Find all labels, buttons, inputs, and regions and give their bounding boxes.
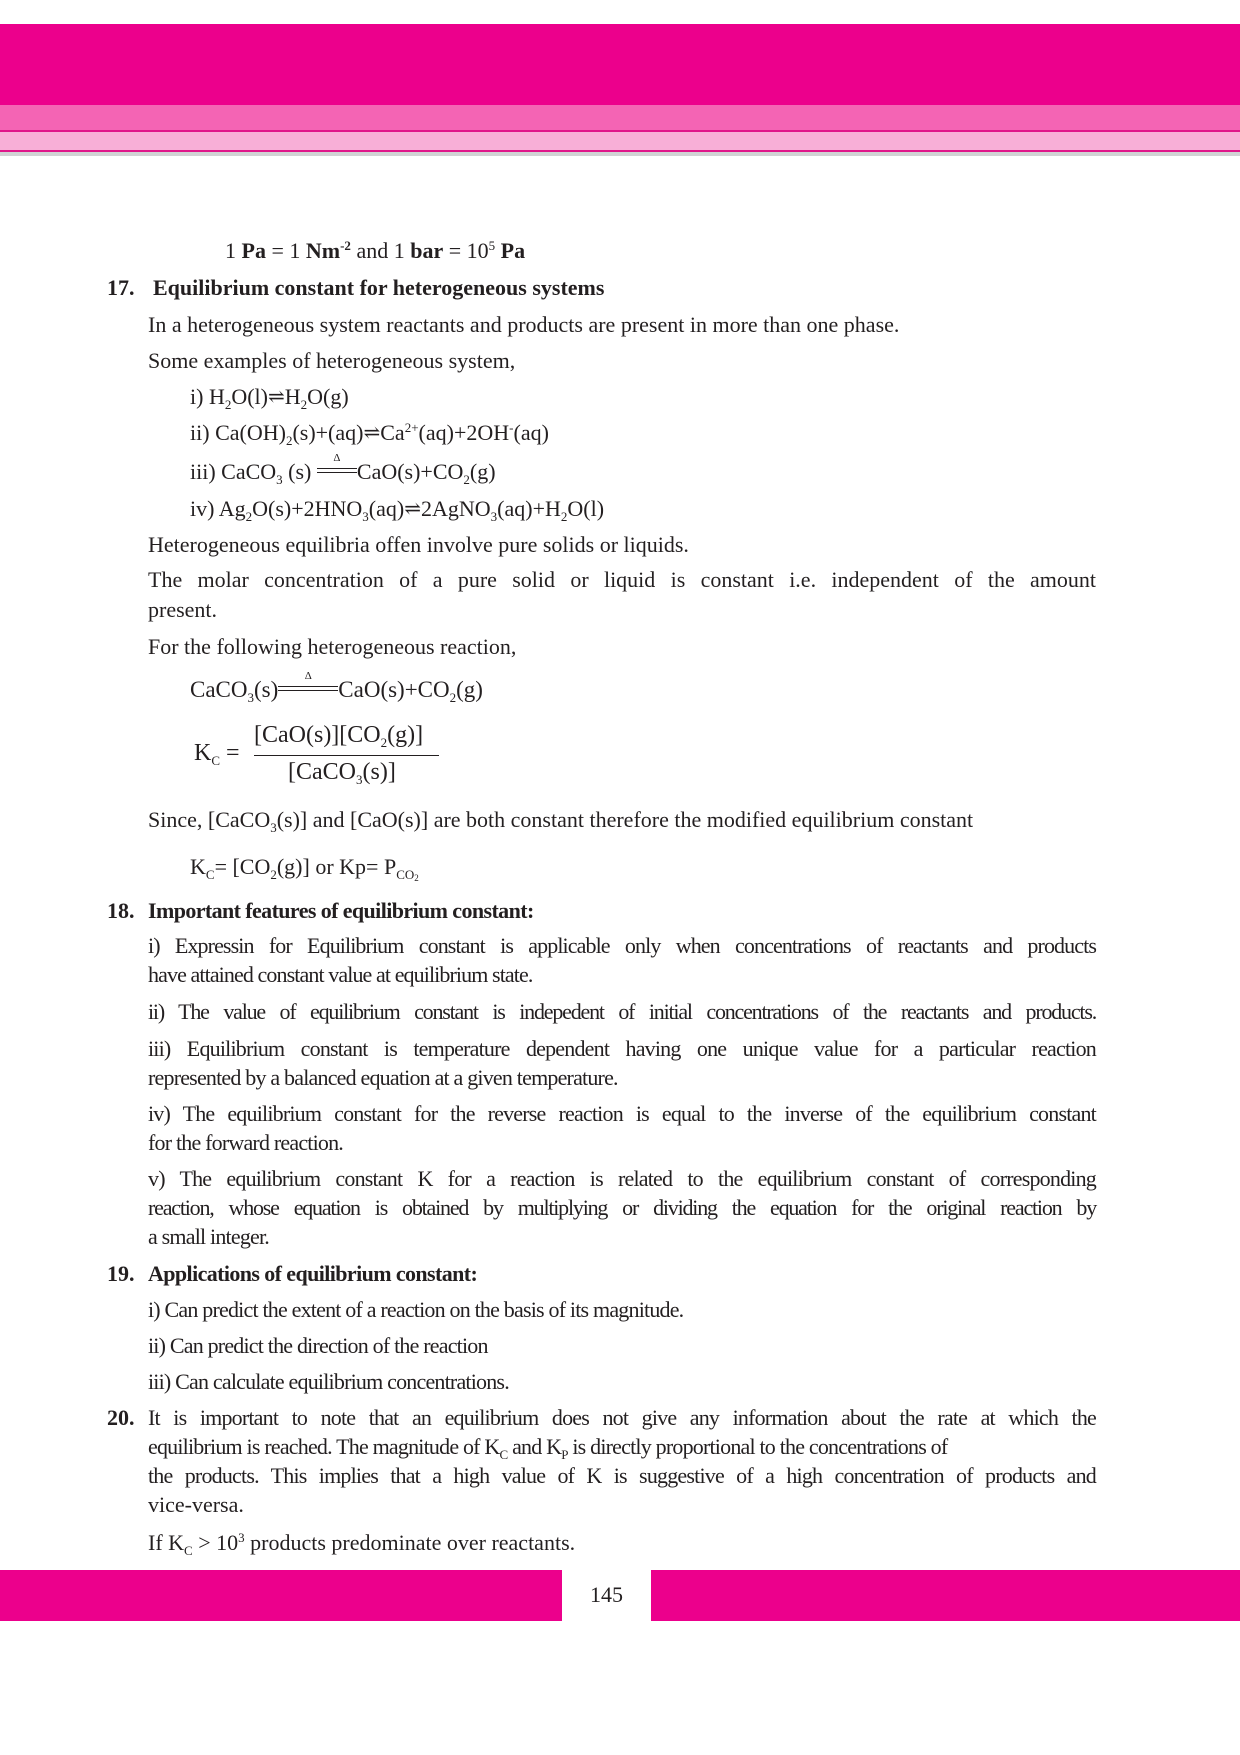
text: K	[194, 740, 212, 766]
section-number: 19.	[107, 1261, 135, 1286]
exponent: -2	[340, 238, 351, 253]
section-heading: Important features of equilibrium constant:	[148, 898, 534, 923]
equilibrium-arrow-icon: Δ	[317, 463, 357, 477]
paragraph: If $K_C > 10^3$ products predominate over reactants.	[148, 1530, 576, 1558]
header-band-magenta	[0, 24, 1240, 105]
subscript: C	[499, 1447, 508, 1462]
fraction-numerator: $[CaO(s)][CO_2(g)]$	[254, 722, 424, 750]
unit-conversion-line	[225, 238, 525, 264]
page-number: 145	[590, 1582, 623, 1607]
list-item: ii) Can predict the direction of the reaction	[148, 1333, 488, 1358]
kc-label: $K_C$ =	[194, 740, 240, 768]
list-item: for the forward reaction.	[148, 1130, 344, 1155]
equilibrium-arrow-icon: Δ	[278, 681, 338, 695]
list-item: reaction, whose equation is obtained by multiplying or dividing the equation for the original reaction by	[148, 1195, 1096, 1220]
text: Pa	[495, 238, 526, 263]
paragraph: The molar concentration of a pure solid or liquid is constant i.e. independent of the amount	[148, 567, 1096, 592]
section-number: 17.	[107, 275, 135, 300]
text: = 1	[265, 238, 306, 263]
text: and 1	[350, 238, 411, 263]
list-item: a small integer.	[148, 1224, 269, 1249]
paragraph	[148, 1434, 947, 1460]
list-label: ii)	[190, 420, 216, 445]
list-label: iv)	[190, 496, 219, 521]
example-equation: iii) CaCO$_3$ (s) Δ $CaO(s)+CO_2(g)$	[190, 452, 496, 487]
section-number: 18.	[107, 898, 135, 923]
list-label: iii)	[190, 459, 222, 484]
list-item: represented by a balanced equation at a given temperature.	[148, 1065, 618, 1090]
list-item: i) Expressin for Equilibrium constant is applicable only when concentrations of reactants and products	[148, 933, 1096, 958]
list-item: i) Can predict the extent of a reaction on the basis of its magnitude.	[148, 1297, 684, 1322]
footer-band-right	[651, 1570, 1240, 1621]
paragraph: present.	[148, 597, 218, 622]
text: Pa	[241, 238, 266, 263]
example-equation: ii) $Ca(OH)_2(s)+(aq)\rightleftharpoons Ca^{2+}(aq)+2OH^-(aq)$	[190, 420, 549, 448]
text: products predominate over reactants.	[244, 1530, 576, 1555]
list-item: iii) Equilibrium constant is temperature dependent having one unique value for a particular reaction	[148, 1036, 1096, 1061]
text: and K	[507, 1434, 562, 1459]
text: If K	[148, 1530, 185, 1555]
paragraph: Since, [CaCO$_3$(s)] and [CaO(s)] are both constant therefore the modified equilibrium constant	[148, 807, 974, 835]
section-heading: Equilibrium constant for heterogeneous systems	[153, 275, 605, 300]
example-equation: i) $H_2O(l)\rightleftharpoons H_2O(g)$	[190, 384, 349, 412]
list-item: v) The equilibrium constant K for a reaction is related to the equilibrium constant of corresponding	[148, 1166, 1096, 1191]
subscript: P	[561, 1447, 568, 1462]
section-heading: Applications of equilibrium constant:	[148, 1261, 478, 1286]
text: is directly proportional to the concentrations of	[567, 1434, 948, 1459]
paragraph: In a heterogeneous system reactants and products are present in more than one phase.	[148, 312, 900, 337]
text: (s)] and [CaO(s)] are both constant therefore the modified equilibrium constant	[276, 807, 974, 832]
text: Since, [CaCO	[148, 807, 271, 832]
text: bar	[410, 238, 444, 263]
paragraph: It is important to note that an equilibrium does not give any information about the rate at which the	[148, 1405, 1096, 1430]
exponent: 5	[488, 238, 496, 253]
paragraph: vice-versa.	[148, 1492, 244, 1517]
final-equation: $K_C= [CO_2(g)]$ or $Kp= P_{CO_2}$	[190, 854, 419, 883]
text: Nm	[305, 238, 341, 263]
list-label: i)	[190, 384, 209, 409]
paragraph: Some examples of heterogeneous system,	[148, 348, 516, 373]
paragraph: Heterogeneous equilibria offen involve pure solids or liquids.	[148, 532, 689, 557]
list-item: iii) Can calculate equilibrium concentrations.	[148, 1369, 509, 1394]
reaction-equation: CaCO$_3$(s) Δ $CaO(s)+CO_2(g)$	[190, 670, 483, 705]
section-number: 20.	[107, 1405, 135, 1430]
header-band-pink	[0, 105, 1240, 130]
text: equilibrium is reached. The magnitude of K	[148, 1434, 500, 1459]
text: 1	[225, 238, 242, 263]
fraction-denominator: [CaCO$_3$(s)]	[288, 759, 396, 787]
paragraph: the products. This implies that a high value of K is suggestive of a high concentration of products and	[148, 1463, 1096, 1488]
exponent: 3	[238, 1530, 245, 1545]
fraction-bar	[254, 755, 439, 756]
header-shadow	[0, 152, 1240, 156]
footer-band-left	[0, 1570, 562, 1621]
header-band-light-pink	[0, 132, 1240, 150]
example-equation: iv) $Ag_2O(s)+2HNO_3(aq)\rightleftharpoons 2AgNO_3(aq)+H_2O(l)$	[190, 496, 605, 524]
list-item: ii) The value of equilibrium constant is indepedent of initial concentrations of the reactants and products.	[148, 999, 1096, 1024]
subscript: C	[211, 753, 221, 768]
text: = 10	[443, 238, 489, 263]
paragraph: For the following heterogeneous reaction,	[148, 634, 517, 659]
text: > 10	[192, 1530, 239, 1555]
list-item: have attained constant value at equilibrium state.	[148, 962, 533, 987]
list-item: iv) The equilibrium constant for the reverse reaction is equal to the inverse of the equilibrium constant	[148, 1101, 1096, 1126]
